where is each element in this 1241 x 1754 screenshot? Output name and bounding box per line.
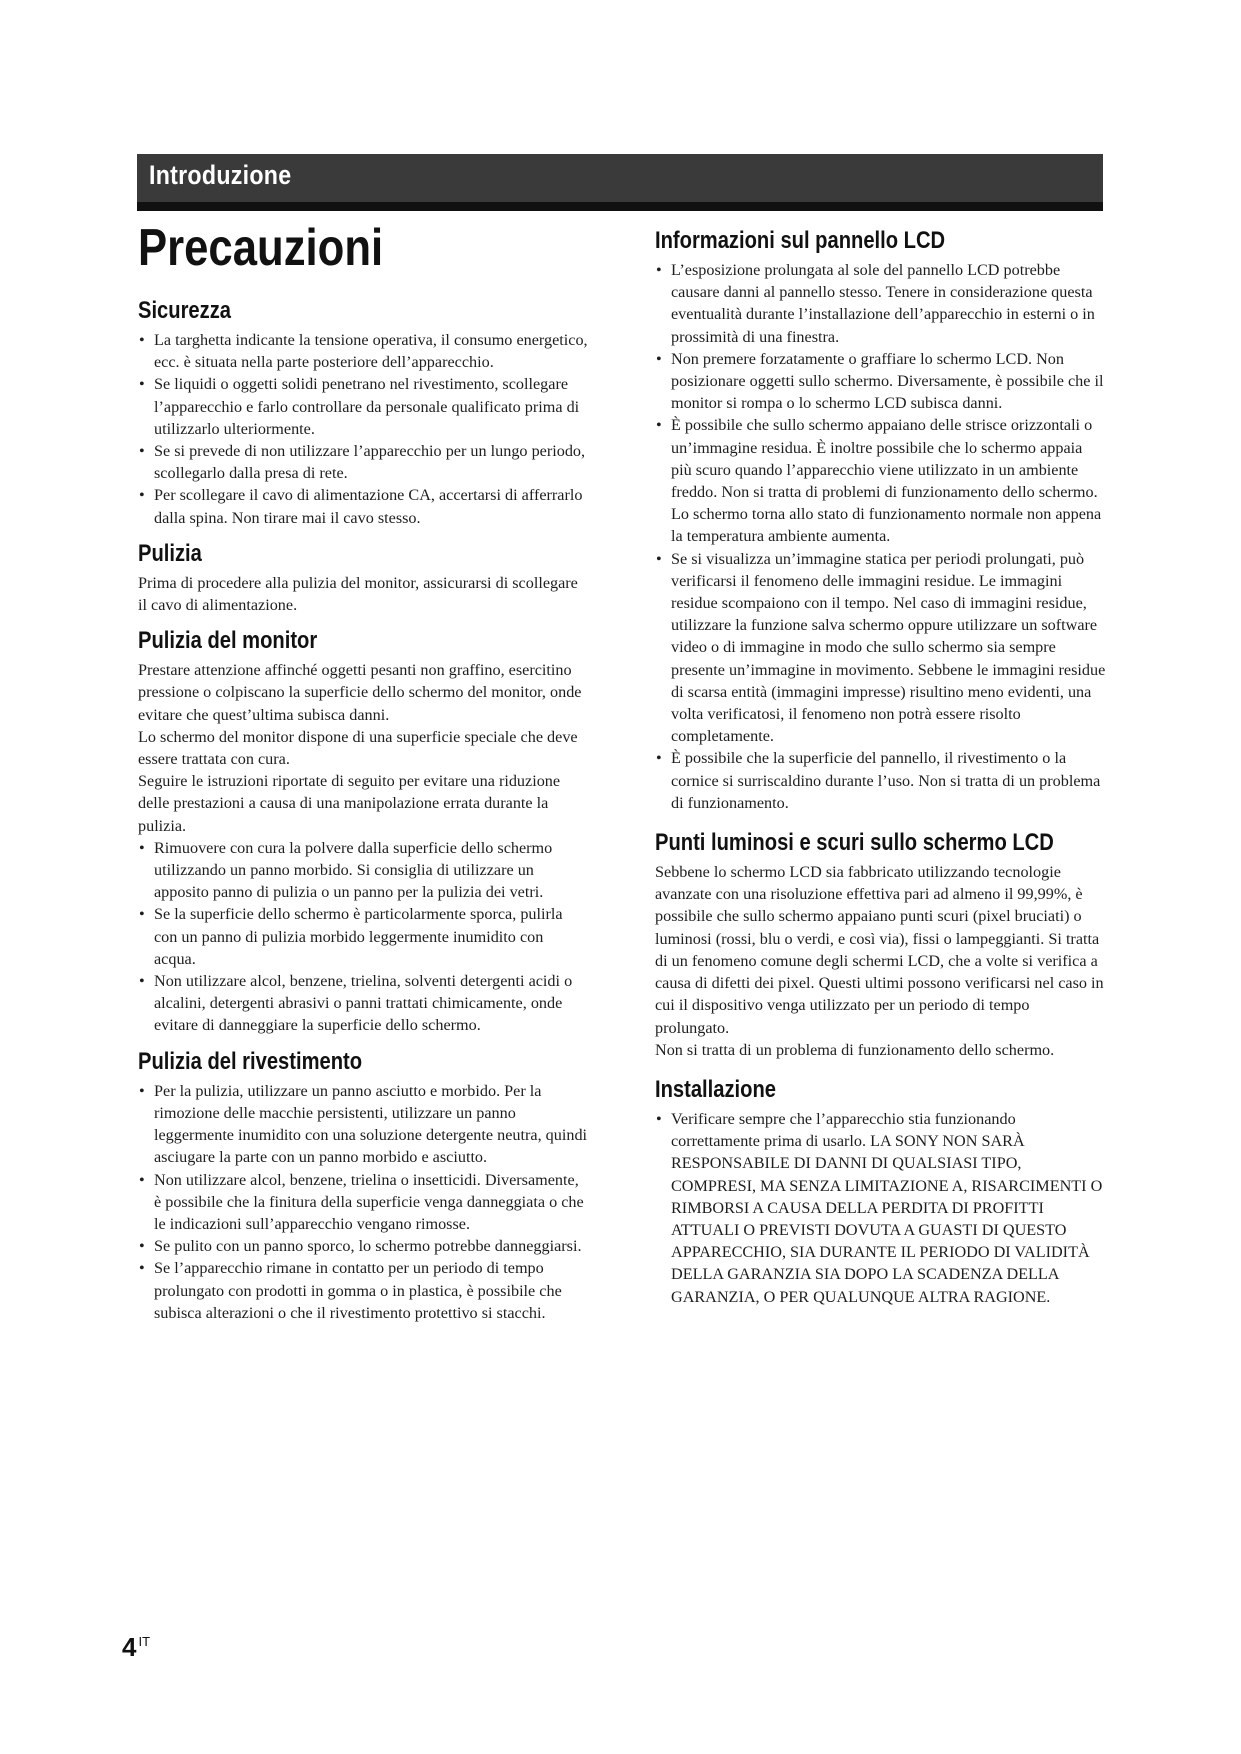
list-pannello-lcd — [655, 259, 1107, 814]
heading-pulizia-rivestimento: Pulizia del rivestimento — [138, 1047, 363, 1075]
paragraph-pulizia: Prima di procedere alla pulizia del monitor, assicurarsi di scollegare il cavo di alimentazione. — [138, 573, 578, 615]
list-item: • È possibile che la superficie del pannello, il rivestimento o la cornice si surriscaldino durante l’uso. Non si tratta di un problema di funzionamento. — [655, 747, 1107, 814]
list-item: • Verificare sempre che l’apparecchio stia funzionando correttamente prima di usarlo. LA SONY NON SARÀ RESPONSABILE DI DANNI DI QUALSIASI TIPO, COMPRESI, MA SENZA LIMITAZIONE A, RISARCIMENTI O RIMBORSI A CAUSA DELLA PERDITA DI PROFITTI ATTUALI O PREVISTI DOVUTA A GUASTI DI QUESTO APPARECCHIO, SIA DURANTE IL PERIODO DI VALIDITÀ DELLA GARANZIA SIA DOPO LA SCADENZA DELLA GARANZIA, O PER QUALUNQUE ALTRA RAGIONE. — [655, 1108, 1107, 1308]
list-item: • Non utilizzare alcol, benzene, trielina, solventi detergenti acidi o alcalini, detergenti abrasivi o panni trattati chimicamente, onde evitare di danneggiare la superficie dello schermo. — [138, 970, 588, 1037]
list-item: • Per la pulizia, utilizzare un panno asciutto e morbido. Per la rimozione delle macchie persistenti, utilizzare un panno leggermente inumidito con una soluzione detergente neutra, quindi asciugare la parte con un panno morbido e asciutto. — [138, 1080, 588, 1169]
section-label: Introduzione — [149, 160, 292, 190]
list-item: • Se pulito con un panno sporco, lo schermo potrebbe danneggiarsi. — [138, 1235, 588, 1257]
page-title: Precauzioni — [138, 219, 384, 277]
list-item: • Non utilizzare alcol, benzene, trielina o insetticidi. Diversamente, è possibile che la finitura della superficie venga danneggiata o che le indicazioni sull’apparecchio vengano rimosse. — [138, 1169, 588, 1236]
list-pulizia-rivestimento — [138, 1080, 588, 1324]
heading-pulizia: Pulizia — [138, 539, 202, 567]
heading-pulizia-monitor: Pulizia del monitor — [138, 627, 318, 655]
heading-pannello-lcd: Informazioni sul pannello LCD — [655, 227, 946, 254]
heading-sicurezza: Sicurezza — [138, 297, 232, 324]
list-item: • Se si prevede di non utilizzare l’apparecchio per un lungo periodo, scollegarlo dalla presa di rete. — [138, 440, 588, 484]
list-installazione — [655, 1108, 1107, 1308]
heading-installazione: Installazione — [655, 1075, 776, 1103]
list-item: • Per scollegare il cavo di alimentazione CA, accertarsi di afferrarlo dalla spina. Non tirare mai il cavo stesso. — [138, 484, 588, 528]
list-item: • È possibile che sullo schermo appaiano delle strisce orizzontali o un’immagine residua. È inoltre possibile che lo schermo appaia più scuro quando l’apparecchio viene utilizzato in un ambiente freddo. Non si tratta di problemi di funzionamento dello schermo. Lo schermo torna allo stato di funzionamento normale non appena la temperatura ambiente aumenta. — [655, 414, 1107, 547]
heading-punti-luminosi: Punti luminosi e scuri sullo schermo LCD — [655, 829, 1054, 857]
page-language: IT — [138, 1634, 151, 1649]
list-sicurezza — [138, 329, 588, 529]
list-pulizia-monitor — [138, 837, 588, 1037]
left-column — [138, 296, 588, 1324]
paragraph: Non si tratta di un problema di funzionamento dello schermo. — [655, 1040, 1055, 1059]
section-header-bar — [137, 154, 1103, 211]
list-item: • Rimuovere con cura la polvere dalla superficie dello schermo utilizzando un panno morbido. Si consiglia di utilizzare un apposito panno di pulizia o un panno per la pulizia dei vetri. — [138, 837, 588, 904]
list-item: • La targhetta indicante la tensione operativa, il consumo energetico, ecc. è situata nella parte posteriore dell’apparecchio. — [138, 329, 588, 373]
paragraph: Seguire le istruzioni riportate di seguito per evitare una riduzione delle prestazioni a causa di una manipolazione errata durante la pulizia. — [138, 772, 561, 835]
list-item: • Se la superficie dello schermo è particolarmente sporca, pulirla con un panno di pulizia morbido leggermente inumidito con acqua. — [138, 903, 588, 970]
list-item: • Non premere forzatamente o graffiare lo schermo LCD. Non posizionare oggetti sullo schermo. Diversamente, è possibile che il monitor si rompa o lo schermo LCD subisca danni. — [655, 348, 1107, 415]
page-number-value: 4 — [122, 1632, 137, 1662]
right-column — [655, 226, 1107, 1308]
paragraph: Sebbene lo schermo LCD sia fabbricato utilizzando tecnologie avanzate con una risoluzione effettiva pari ad almeno il 99,99%, è possibile che sullo schermo appaiano punti scuri (pixel bruciati) o luminosi (rossi, blu o verdi, e così via), fissi o lampeggianti. Si tratta di un fenomeno comune degli schermi LCD, che a volte si verifica a causa di difetti dei pixel. Questi ultimi possono verificarsi nel caso in cui il dispositivo venga utilizzato per un periodo di tempo prolungato. — [655, 863, 1104, 1037]
paragraph: Lo schermo del monitor dispone di una superficie speciale che deve essere trattata con cura. — [138, 727, 578, 769]
list-item: • Se liquidi o oggetti solidi penetrano nel rivestimento, scollegare l’apparecchio e farlo controllare da personale qualificato prima di utilizzarlo ulteriormente. — [138, 373, 588, 440]
list-item: • L’esposizione prolungata al sole del pannello LCD potrebbe causare danni al pannello stesso. Tenere in considerazione questa eventualità durante l’installazione dell’apparecchio in esterni o in prossimità di una finestra. — [655, 259, 1107, 348]
list-item: • Se si visualizza un’immagine statica per periodi prolungati, può verificarsi il fenomeno delle immagini residue. Le immagini residue scompaiono con il tempo. Nel caso di immagini residue, utilizzare la funzione salva schermo oppure utilizzare un software video o di immagine in modo che sullo schermo sia sempre presente un’immagine in movimento. Sebbene le immagini residue di scarsa entità (immagini impresse) risultino meno evidenti, una volta verificatosi, il fenomeno non potrà essere risolto completamente. — [655, 548, 1107, 748]
page-number — [122, 1632, 150, 1663]
list-item: • Se l’apparecchio rimane in contatto per un periodo di tempo prolungato con prodotti in gomma o in plastica, è possibile che subisca alterazioni o che il rivestimento protettivo si stacchi. — [138, 1257, 588, 1324]
paragraph: Prestare attenzione affinché oggetti pesanti non graffino, esercitino pressione o colpiscano la superficie dello schermo del monitor, onde evitare che quest’ultima subisca danni. — [138, 661, 582, 724]
